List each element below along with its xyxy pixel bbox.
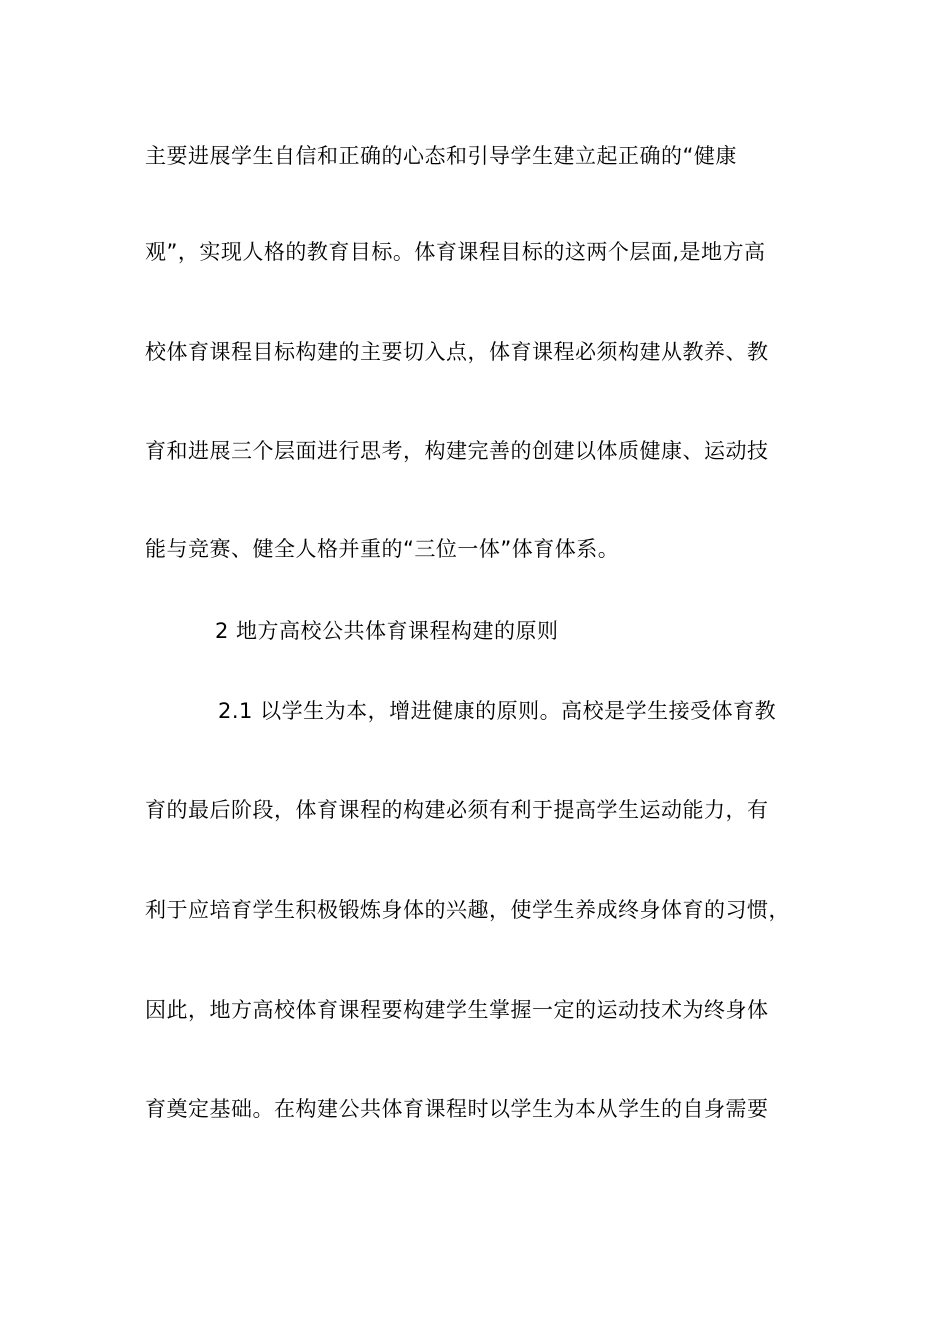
paragraph-line: 育和进展三个层面进行思考，构建完善的创建以体质健康、运动技	[145, 439, 769, 463]
paragraph-line: 能与竞赛、健全人格并重的“三位一体”体育体系。	[145, 537, 620, 561]
paragraph-line: 2.1 以学生为本，增进健康的原则。高校是学生接受体育教	[218, 699, 777, 723]
paragraph-line: 校体育课程目标构建的主要切入点，体育课程必须构建从教养、教	[145, 340, 769, 364]
paragraph-line: 因此，地方高校体育课程要构建学生掌握一定的运动技术为终身体	[145, 998, 769, 1022]
paragraph-line: 观”，实现人格的教育目标。体育课程目标的这两个层面,是地方高	[145, 240, 766, 264]
paragraph-line: 育奠定基础。在构建公共体育课程时以学生为本从学生的自身需要	[145, 1097, 769, 1121]
section-heading: 2 地方高校公共体育课程构建的原则	[215, 619, 559, 643]
paragraph-line: 主要进展学生自信和正确的心态和引导学生建立起正确的“健康	[145, 144, 737, 168]
paragraph-line: 利于应培育学生积极锻炼身体的兴趣，使学生养成终身体育的习惯，	[145, 898, 790, 922]
paragraph-line: 育的最后阶段，体育课程的构建必须有利于提高学生运动能力，有	[145, 798, 769, 822]
